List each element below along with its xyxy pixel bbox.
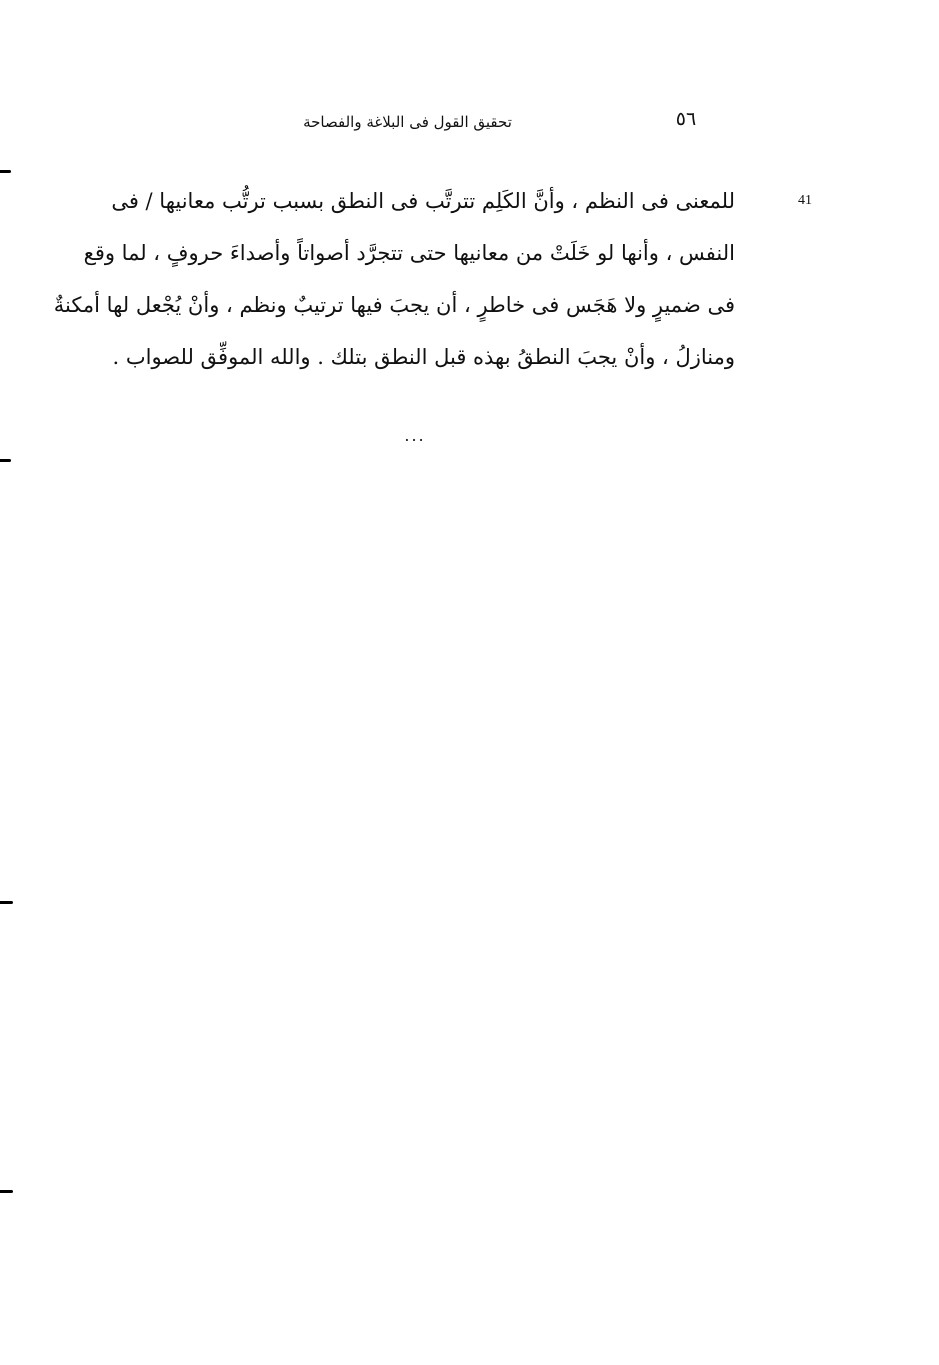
text-line: للمعنى فى النظم ، وأنَّ الكَلِم تترتَّب فى النطق بسبب ترتُّب معانيها / فى [111, 189, 735, 213]
binding-edge-mark [0, 170, 11, 173]
binding-edge-mark [0, 1190, 13, 1193]
section-separator: ... [404, 426, 426, 445]
text-line: فى ضميرٍ ولا هَجَس فى خاطرٍ ، أن يجبَ فيها ترتيبٌ ونظم ، وأنْ يُجْعل لها أمكنةٌ [53, 293, 735, 317]
text-line: ومنازلُ ، وأنْ يجبَ النطقُ بهذه قبل النطق بتلك . والله الموفِّق للصواب . [112, 345, 735, 369]
text-line: النفس ، وأنها لو خَلَتْ من معانيها حتى تتجرَّد أصواتاً وأصداءَ حروفٍ ، لما وقع [83, 241, 735, 265]
margin-reference-number: 41 [798, 193, 812, 208]
page-number: ٥٦ [675, 108, 697, 130]
body-text [53, 175, 735, 383]
binding-edge-mark [0, 901, 13, 904]
running-title: تحقيق القول فى البلاغة والفصاحة [303, 113, 512, 131]
binding-edge-mark [0, 459, 11, 462]
